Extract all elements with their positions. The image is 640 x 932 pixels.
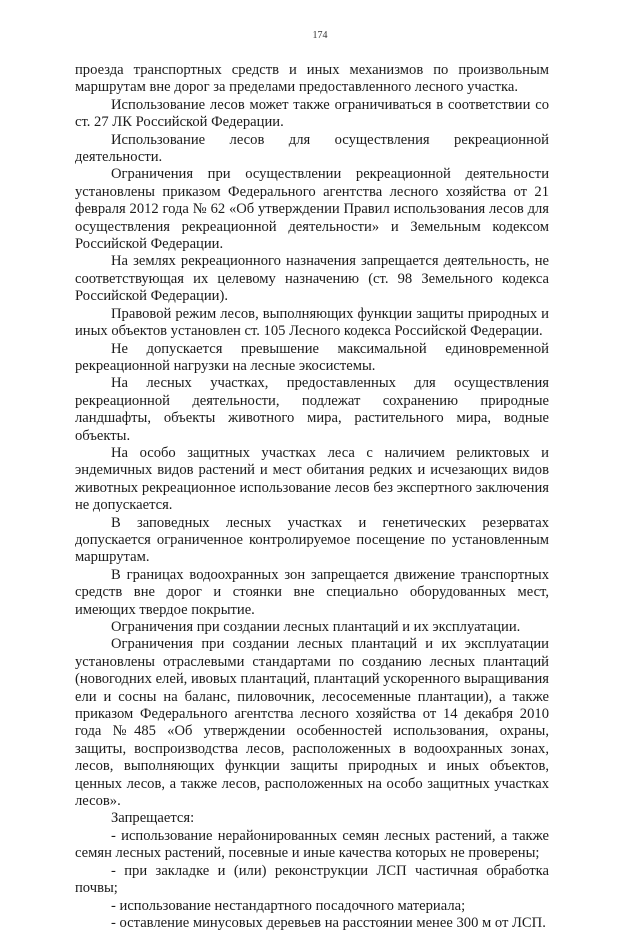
paragraph: Не допускается превышение максимальной единовременной рекреационной нагрузки на лесные экосистемы. <box>75 340 549 374</box>
paragraph: - использование нерайонированных семян лесных растений, а также семян лесных растений, посевные и иные качества которых не проверены; <box>75 827 549 862</box>
paragraph: Правовой режим лесов, выполняющих функции защиты природных и иных объектов установлен ст. 105 Лесного кодекса Российской Федерации. <box>75 305 549 340</box>
paragraph: На землях рекреационного назначения запрещается деятельность, не соответствующая их целевому назначению (ст. 98 Земельного кодекса Российской Федерации). <box>75 253 549 305</box>
paragraph: Запрещается: <box>111 810 195 827</box>
paragraph: Ограничения при создании лесных плантаций и их эксплуатации установлены отраслевыми стандартами по созданию лесных плантаций (новогодних елей, ивовых плантаций, плантаций ускоренного выращивания ели и сосны на баланс, пиловочник, лесосеменные плантации), а также приказом Федерального агентства лесного хозяйства от 14 декабря 2010 года №485 «Об утверждении особенностей использования, охраны, защиты, воспроизводства лесов, расположенных в водоохранных зонах, лесов, выполняющих функции защиты природных и иных объектов, ценных лесов, а также лесов, расположенных на особо защитных участках лесов». <box>75 636 549 810</box>
paragraph: Ограничения при осуществлении рекреационной деятельности установлены приказом Федерального агентства лесного хозяйства от 21 февраля 2012 года № 62 «Об утверждении Правил использования лесов для осуществления рекреационной деятельности» и Земельным кодексом Российской Федерации. <box>75 166 549 253</box>
paragraph: В заповедных лесных участках и генетических резерватах допускается ограниченное контролируемое посещение по установленным маршрутам. <box>75 514 549 566</box>
paragraph: На особо защитных участках леса с наличием реликтовых и эндемичных видов растений и мест обитания редких и исчезающих видов животных рекреационное использование лесов без экспертного заключения не допускается. <box>75 444 549 514</box>
paragraph: - использование нестандартного посадочного материала; <box>111 897 466 914</box>
paragraph: В границах водоохранных зон запрещается движение транспортных средств вне дорог и стоянки вне специально оборудованных мест, имеющих твердое покрытие. <box>75 566 549 618</box>
paragraph: На лесных участках, предоставленных для осуществления рекреационной деятельности, подлежат сохранению природные ландшафты, объекты животного мира, растительного мира, водные объекты. <box>75 375 549 444</box>
paragraph: Использование лесов для осуществления рекреационной деятельности. <box>75 131 549 166</box>
paragraph: проезда транспортных средств и иных механизмов по произвольным маршрутам вне дорог за пределами предоставленного лесного участка. <box>75 62 549 96</box>
paragraph: - оставление минусовых деревьев на расстоянии менее 300 м от ЛСП. <box>111 914 546 931</box>
paragraph: - при закладке и (или) реконструкции ЛСП частичная обработка почвы; <box>75 862 549 897</box>
page-number: 174 <box>312 30 328 41</box>
document-body <box>75 62 549 932</box>
paragraph: Использование лесов может также ограничиваться в соответствии со ст. 27 ЛК Российской Федерации. <box>75 96 549 131</box>
paragraph: Ограничения при создании лесных плантаций и их эксплуатации. <box>111 619 521 635</box>
